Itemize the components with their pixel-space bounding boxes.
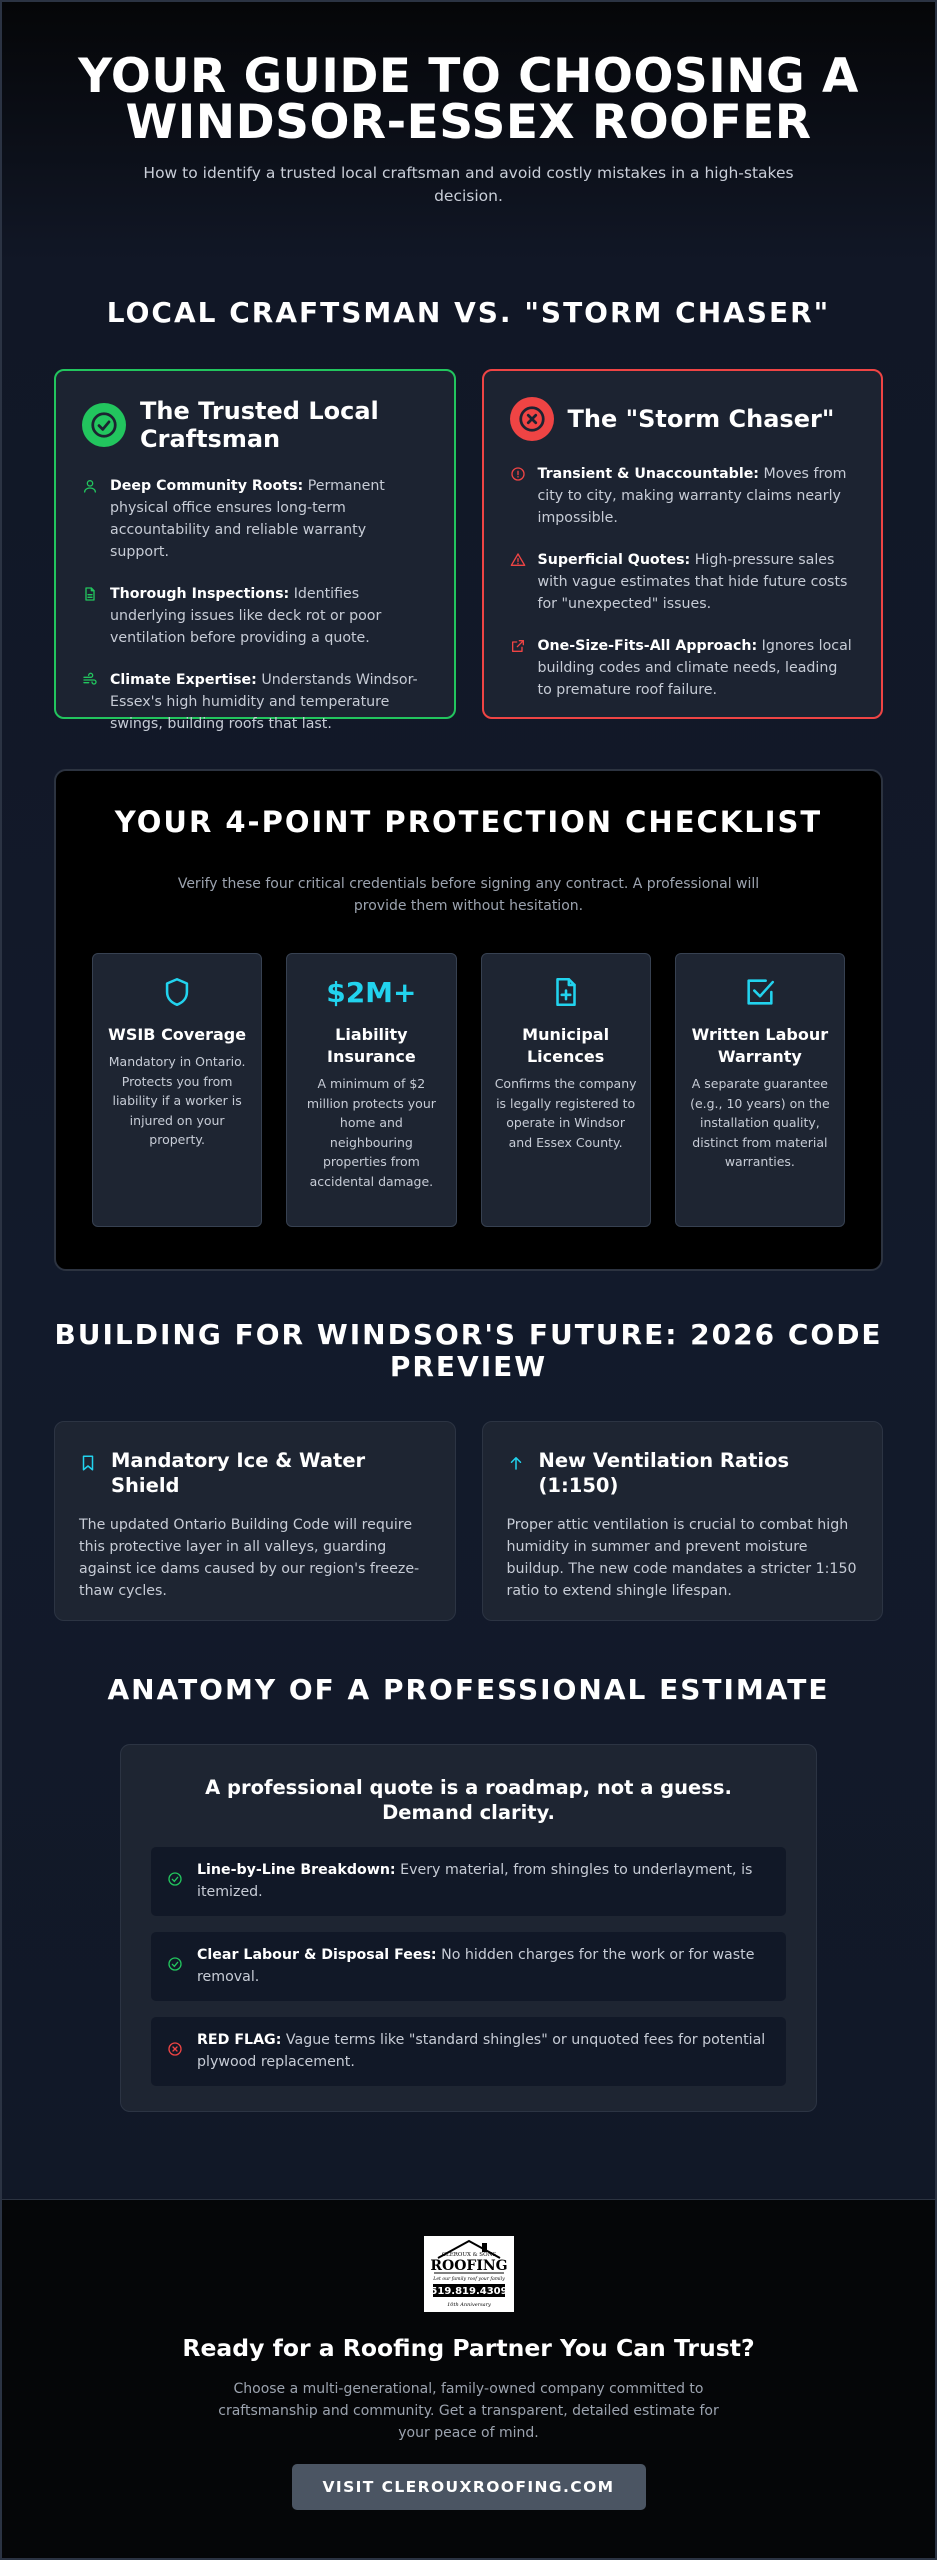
code-title-line-2: PREVIEW [389, 1350, 548, 1383]
title-line-2: WINDSOR-ESSEX ROOFER [125, 95, 812, 150]
card-text: A minimum of $2 million protects your home and neighbouring properties from accidental damage. [306, 1076, 436, 1189]
user-icon [82, 475, 98, 563]
visit-website-button[interactable]: VISIT CLEROUXROOFING.COM [292, 2464, 646, 2510]
storm-chaser-card [482, 369, 884, 719]
row-text: Every material, from shingles to underlayment, is itemized. [197, 1862, 753, 1900]
amount-figure [299, 972, 443, 1012]
check-badge-icon [82, 403, 126, 447]
estimate-row [151, 1932, 786, 2001]
compare-title: LOCAL CRAFTSMAN VS. "STORM CHASER" [106, 296, 831, 329]
document-icon [82, 583, 98, 649]
title-line-1: YOUR GUIDE TO CHOOSING A [78, 49, 859, 104]
check-square-icon [688, 972, 832, 1012]
card-text: Proper attic ventilation is crucial to combat high humidity in summer and prevent moisture buildup. The new code mandates a stricter 1:150 ratio to extend shingle lifespan. [506, 1517, 857, 1599]
item-text: Understands Windsor-Essex's high humidity and temperature swings, building roofs that last. [110, 672, 418, 732]
liability-amount: $2M+ [326, 975, 417, 1009]
trusted-item [82, 669, 428, 735]
item-title: Thorough Inspections: [110, 586, 290, 602]
arrow-up-icon [507, 1448, 525, 1476]
estimate-heading: A professional quote is a roadmap, not a guess. Demand clarity. [205, 1776, 732, 1824]
checklist-card-licences [481, 953, 651, 1227]
trusted-card-header [82, 397, 428, 453]
footer-text: Choose a multi-generational, family-owned company committed to craftsmanship and community. Get a transparent, detailed estimate for your peace of mind. [218, 2381, 719, 2441]
storm-item [510, 463, 856, 529]
logo-tagline-text: Let our family roof your family [432, 2277, 505, 2282]
info-icon [510, 463, 526, 529]
checklist-card-wsib [92, 953, 262, 1227]
logo-anniversary-text: 10th Anniversary [446, 2302, 491, 2308]
row-title: RED FLAG: [197, 2032, 282, 2048]
card-title: Liability Insurance [327, 1025, 416, 1066]
hero [2, 2, 935, 208]
ventilation-card [482, 1421, 884, 1621]
checklist-card-liability [286, 953, 456, 1227]
file-plus-icon [494, 972, 638, 1012]
ice-water-shield-card [54, 1421, 456, 1621]
checklist-subtitle: Verify these four critical credentials before signing any contract. A professional will provide them without hesitation. [177, 876, 760, 914]
item-title: One-Size-Fits-All Approach: [537, 638, 758, 654]
trusted-craftsman-card [54, 369, 456, 732]
card-title: WSIB Coverage [108, 1025, 247, 1044]
row-title: Line-by-Line Breakdown: [197, 1862, 396, 1878]
wind-icon [82, 669, 98, 735]
trusted-item [82, 475, 428, 563]
storm-card-heading: The "Storm Chaser" [567, 405, 835, 433]
x-circle-icon [167, 2029, 183, 2074]
check-circle-icon [167, 1944, 183, 1989]
item-title: Deep Community Roots: [110, 478, 304, 494]
row-text: Vague terms like "standard shingles" or unquoted fees for potential plywood replacement. [197, 2032, 766, 2070]
trusted-item [82, 583, 428, 649]
code-title-line-1: BUILDING FOR WINDSOR'S FUTURE: 2026 CODE [54, 1318, 883, 1351]
estimate-row [151, 1847, 786, 1916]
card-title: New Ventilation Ratios (1:150) [538, 1449, 790, 1497]
checklist-card-warranty [675, 953, 845, 1227]
warning-icon [510, 549, 526, 615]
item-text: Identifies underlying issues like deck rot or poor ventilation before providing a quote. [110, 586, 382, 646]
storm-item [510, 549, 856, 615]
storm-item [510, 635, 856, 701]
row-title: Clear Labour & Disposal Fees: [197, 1947, 437, 1963]
item-text: Ignores local building codes and climate needs, leading to premature roof failure. [537, 638, 852, 698]
estimate-row-red-flag [151, 2017, 786, 2086]
protection-checklist [54, 769, 883, 1271]
footer [2, 2199, 935, 2558]
comparison [2, 369, 935, 732]
external-link-icon [510, 635, 526, 701]
card-text: A separate guarantee (e.g., 10 years) on the installation quality, distinct from material warranties. [690, 1076, 830, 1169]
card-text: Mandatory in Ontario. Protects you from liability if a worker is injured on your property. [108, 1054, 246, 1147]
shield-icon [105, 972, 249, 1012]
logo-phone-text: 519.819.4309 [429, 2286, 508, 2297]
item-title: Transient & Unaccountable: [537, 466, 759, 482]
logo-name-text: ROOFING [429, 2258, 508, 2274]
item-text: High-pressure sales with vague estimates that hide future costs for "unexpected" issues. [537, 552, 848, 612]
check-circle-icon [167, 1859, 183, 1904]
hero-subtitle: How to identify a trusted local craftsman and avoid costly mistakes in a high-stakes decision. [143, 164, 794, 205]
checklist-title: YOUR 4-POINT PROTECTION CHECKLIST [114, 805, 823, 839]
estimate-title: ANATOMY OF A PROFESSIONAL ESTIMATE [107, 1673, 830, 1706]
bookmark-icon [79, 1448, 97, 1476]
item-text: Permanent physical office ensures long-term accountability and reliable warranty support. [110, 478, 385, 560]
logo-top-text: CLEROUX & SONS [441, 2252, 496, 2258]
storm-card-header [510, 397, 856, 441]
estimate-card [120, 1744, 817, 2112]
x-badge-icon [510, 397, 554, 441]
row-text: No hidden charges for the work or for waste removal. [197, 1947, 755, 1985]
card-text: Confirms the company is legally registered to operate in Windsor and Essex County. [494, 1076, 637, 1150]
card-title: Mandatory Ice & Water Shield [111, 1449, 366, 1497]
code-preview-title [2, 1319, 935, 1383]
item-title: Climate Expertise: [110, 672, 257, 688]
item-title: Superficial Quotes: [537, 552, 691, 568]
page-title [2, 49, 935, 150]
trusted-card-heading: The Trusted Local Craftsman [140, 397, 379, 453]
code-cards [2, 1421, 935, 1621]
card-title: Municipal Licences [522, 1025, 610, 1066]
footer-heading: Ready for a Roofing Partner You Can Trust? [182, 2334, 755, 2362]
card-text: The updated Ontario Building Code will require this protective layer in all valleys, guarding against ice dams caused by our region's freeze-thaw cycles. [79, 1517, 420, 1599]
checklist-cards [56, 953, 881, 1227]
item-text: Moves from city to city, making warranty claims nearly impossible. [537, 466, 847, 526]
card-title: Written Labour Warranty [691, 1025, 829, 1066]
cleroux-roofing-logo [424, 2236, 514, 2312]
